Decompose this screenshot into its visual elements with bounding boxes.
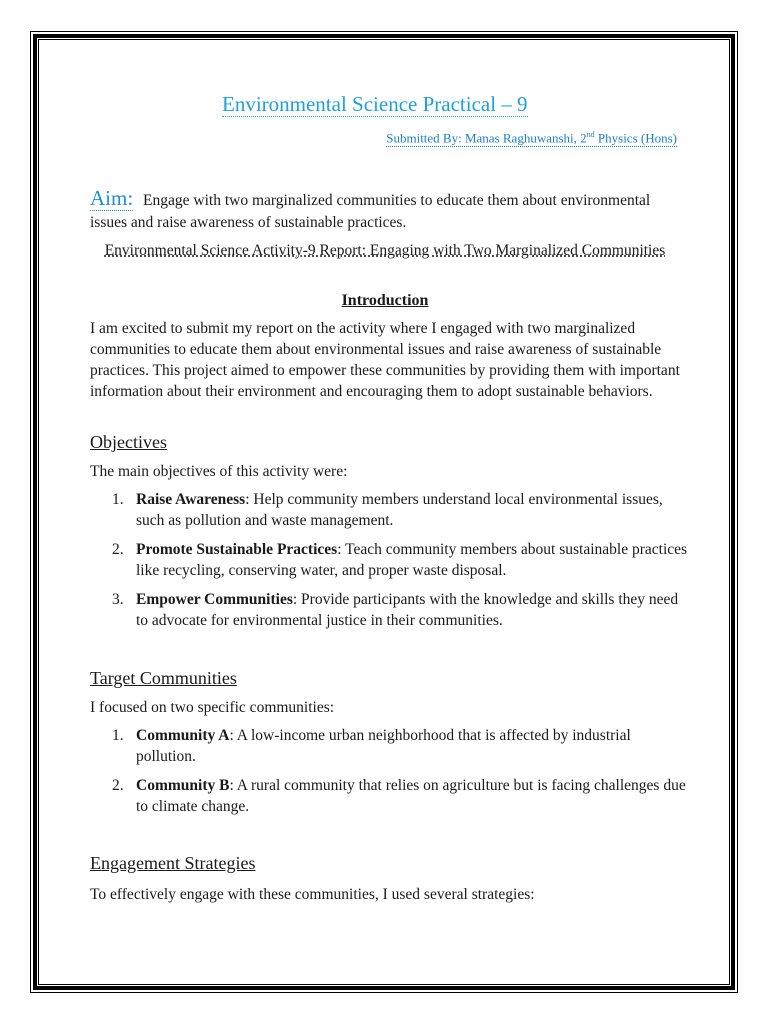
target-communities-intro: I focused on two specific communities: — [90, 699, 335, 716]
report-title — [90, 240, 680, 262]
submitted-by-prefix: Submitted By: Manas Raghuwanshi, 2 — [386, 130, 587, 146]
list-number: 2. — [112, 777, 124, 794]
list-item-bold: Raise Awareness — [136, 491, 246, 508]
list-number: 1. — [112, 491, 124, 508]
submitted-by-suffix: Physics (Hons) — [594, 130, 677, 146]
submitted-by-sup: nd — [586, 130, 595, 139]
introduction-heading — [90, 290, 680, 312]
list-item-bold: Empower Communities — [136, 591, 293, 608]
list-item-bold: Promote Sustainable Practices — [136, 541, 338, 558]
document-title: Environmental Science Practical – 9 — [222, 92, 528, 116]
aim-text: Engage with two marginalized communities to educate them about environmental issues and raise awareness of sustainable practices. — [90, 192, 651, 231]
submitted-by — [386, 127, 677, 147]
list-item-text: : A rural community that relies on agriculture but is facing challenges due to climate change. — [136, 777, 686, 815]
list-item-text: : A low-income urban neighborhood that is affected by industrial pollution. — [136, 727, 631, 765]
list-item-bold: Community B — [136, 777, 230, 794]
aim-label: Aim: — [90, 186, 134, 210]
target-communities-list — [90, 725, 690, 825]
target-communities-heading — [90, 667, 237, 689]
objectives-heading-text: Objectives — [90, 432, 167, 452]
introduction-text: I am excited to submit my report on the activity where I engaged with two marginalized communities to educate them about environmental issues and raise awareness of sustainable practices. This project aimed to empower these communities by providing them with important information about their environment and encouraging them to adopt sustainable behaviors. — [90, 320, 680, 400]
list-item-bold: Community A — [136, 727, 230, 744]
target-communities-heading-text: Target Communities — [90, 668, 237, 688]
engagement-strategies-heading — [90, 852, 255, 874]
list-number: 3. — [112, 591, 124, 608]
list-item — [90, 539, 690, 581]
objectives-list — [90, 489, 690, 639]
list-item-text: : Help community members understand local environmental issues, such as pollution and waste management. — [136, 491, 663, 529]
list-item-text: : Provide participants with the knowledge and skills they need to advocate for environmental justice in their communities. — [136, 591, 679, 629]
list-item — [90, 775, 690, 817]
list-item — [90, 489, 690, 531]
objectives-intro: The main objectives of this activity were: — [90, 463, 348, 480]
list-item — [90, 725, 690, 767]
list-item-text: : Teach community members about sustainable practices like recycling, conserving water, and proper waste disposal. — [136, 541, 688, 579]
engagement-strategies-intro: To effectively engage with these communities, I used several strategies: — [90, 886, 535, 903]
engagement-strategies-heading-text: Engagement Strategies — [90, 853, 256, 873]
aim-section — [90, 187, 690, 234]
introduction-heading-text: Introduction — [341, 292, 429, 309]
list-number: 1. — [112, 727, 124, 744]
list-item — [90, 589, 690, 631]
list-number: 2. — [112, 541, 124, 558]
objectives-heading — [90, 431, 167, 453]
report-title-text: Environmental Science Activity-9 Report: Engaging with Two Marginalized Communities — [104, 242, 666, 259]
